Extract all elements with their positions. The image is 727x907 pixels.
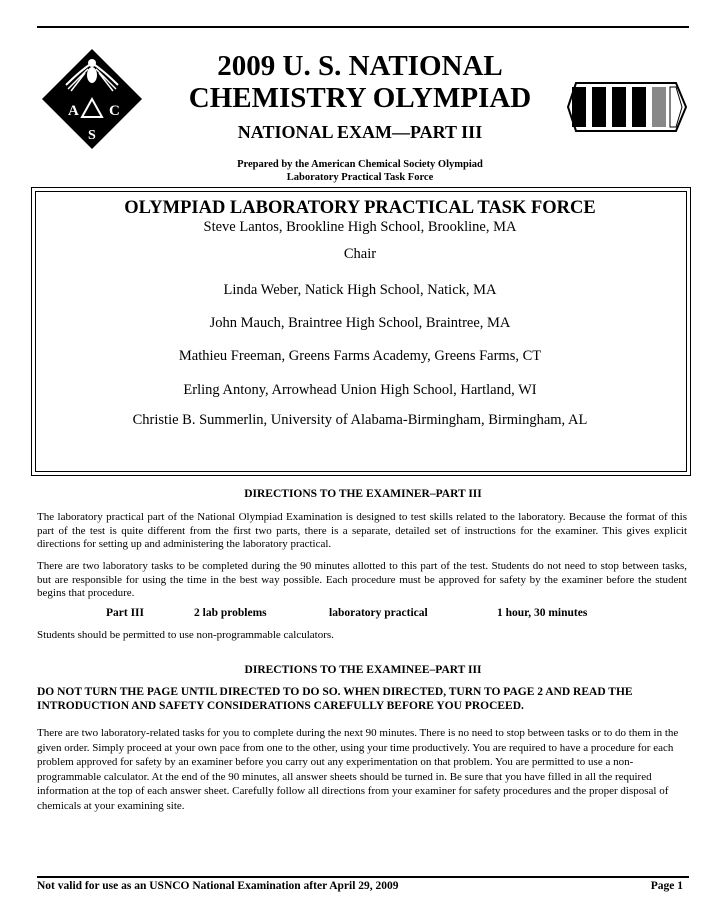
task-force-chair-name: Steve Lantos, Brookline High School, Brookline, MA <box>203 219 517 235</box>
calculator-note: Students should be permitted to use non-programmable calculators. <box>37 629 334 641</box>
task-force-member: Mathieu Freeman, Greens Farms Academy, Greens Farms, CT <box>178 348 542 364</box>
task-force-member: Erling Antony, Arrowhead Union High School, Hartland, WI <box>183 382 537 398</box>
olympiad-hexagon-logo <box>566 81 688 133</box>
examiner-paragraph-1: The laboratory practical part of the National Olympiad Examination is designed to test skills related to the laboratory. Because the format of this part of the test is quite different from the first two parts, there is a separate, detailed set of instructions for the examiner. This gives explicit directions for setting up and administering the laboratory practical. <box>37 511 687 550</box>
top-rule <box>37 26 689 28</box>
examiner-directions-heading: DIRECTIONS TO THE EXAMINER–PART III <box>244 488 482 500</box>
exam-subtitle: NATIONAL EXAM—PART III <box>237 122 483 142</box>
prepared-by-line2: Laboratory Practical Task Force <box>286 172 434 183</box>
task-force-member: Christie B. Summerlin, University of Alabama-Birmingham, Birmingham, AL <box>132 412 588 428</box>
acs-eagle-logo <box>38 45 146 153</box>
logo-letter-s: S <box>88 128 96 143</box>
task-force-member: John Mauch, Braintree High School, Braintree, MA <box>209 315 511 331</box>
examiner-paragraph-2: There are two laboratory tasks to be completed during the 90 minutes allotted to this part of the test. Students do not need to stop between tasks, but are responsible for using the time in the best way possible. Each procedure must be approved for safety by the examiner before the student begins that procedure. <box>37 560 687 599</box>
footer-rule <box>37 876 689 878</box>
logo-letter-c: C <box>109 103 120 119</box>
exam-table-time: 1 hour, 30 minutes <box>497 607 588 619</box>
exam-table-part: Part III <box>106 607 145 619</box>
page-number: Page 1 <box>650 880 683 892</box>
task-force-chair-label: Chair <box>343 246 377 262</box>
examinee-paragraph: There are two laboratory-related tasks for you to complete during the next 90 minutes. There is no need to stop between tasks or to do them in the given order. Simply proceed at your own pace from one to the other, using your time productively. You are required to have a procedure for each problem approved for safety by an examiner before you carry out any experimentation on that problem. You are permitted to use a non-programmable calculator. At the end of the 90 minutes, all answer sheets should be turned in. Be sure that you have filled in all the required information at the top of each answer sheet. Carefully follow all directions from your examiner for safety procedures and the proper disposal of chemicals at your examining site. <box>37 727 679 812</box>
exam-title-line2: CHEMISTRY OLYMPIAD <box>188 82 532 114</box>
exam-table-type: laboratory practical <box>329 607 428 619</box>
footer-validity-note: Not valid for use as an USNCO National Examination after April 29, 2009 <box>37 880 399 892</box>
examinee-directions-heading: DIRECTIONS TO THE EXAMINEE–PART III <box>244 664 482 676</box>
exam-table-problems: 2 lab problems <box>194 607 267 619</box>
task-force-title: OLYMPIAD LABORATORY PRACTICAL TASK FORCE <box>124 198 596 218</box>
examinee-warning: DO NOT TURN THE PAGE UNTIL DIRECTED TO DO SO. WHEN DIRECTED, TURN TO PAGE 2 AND READ THE INTRODUCTION AND SAFETY CONSIDERATIONS CAREFULLY BEFORE YOU PROCEED. <box>37 686 633 712</box>
prepared-by-line1: Prepared by the American Chemical Society Olympiad <box>237 159 483 170</box>
task-force-member: Linda Weber, Natick High School, Natick, MA <box>223 282 497 298</box>
logo-letter-a: A <box>68 103 79 119</box>
exam-title-line1: 2009 U. S. NATIONAL <box>217 50 503 82</box>
